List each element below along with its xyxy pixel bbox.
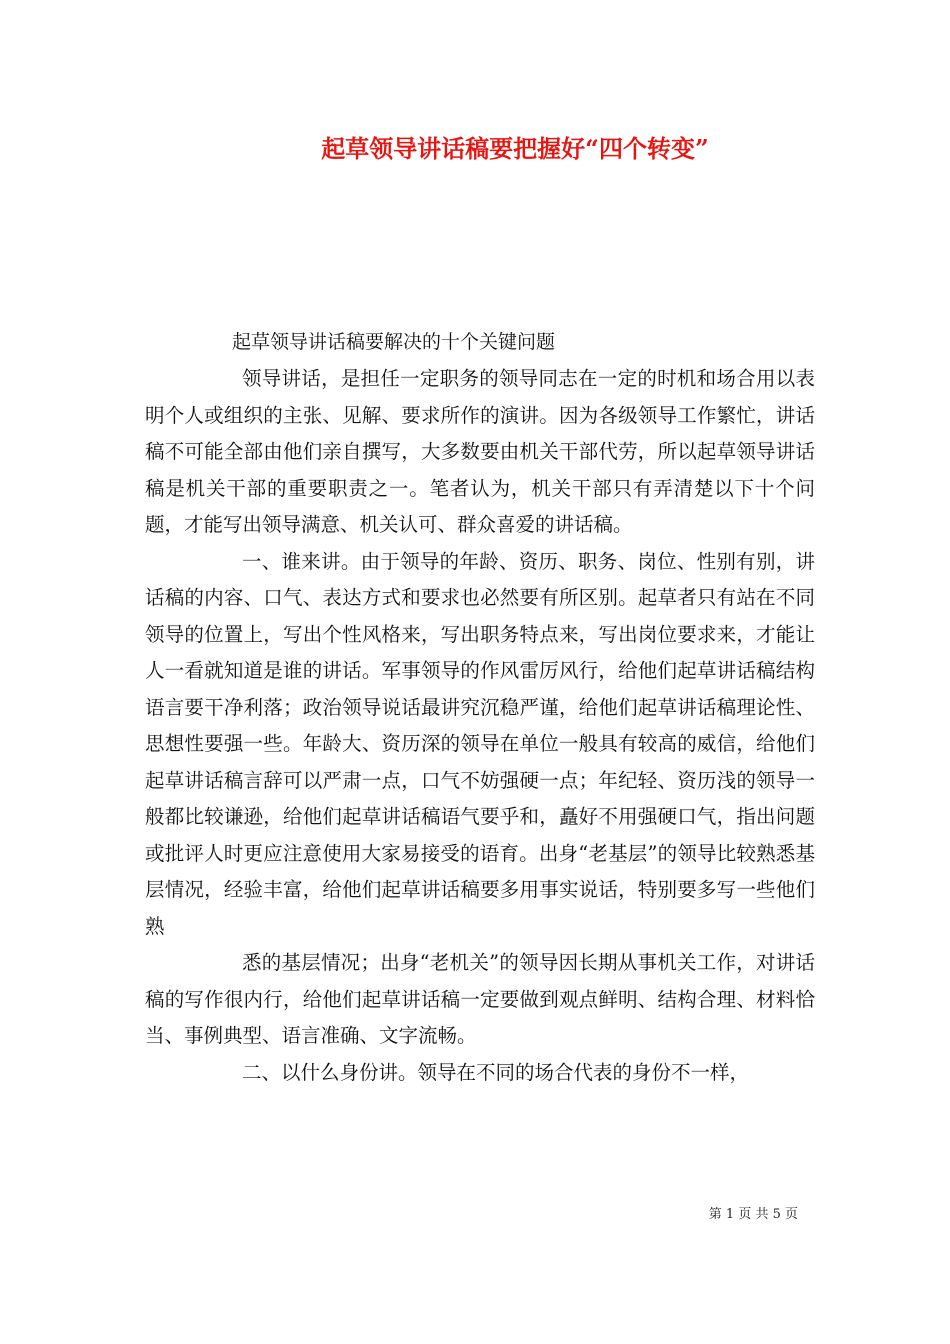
page-number-footer: 第 1 页 共 5 页 [708, 1207, 798, 1222]
document-subtitle: 起草领导讲话稿要解决的十个关键问题 [232, 331, 556, 353]
paragraph-intro: 领导讲话，是担任一定职务的领导同志在一定的时机和场合用以表明个人或组织的主张、见解、要求所作的演讲。因为各级领导工作繁忙，讲话稿不可能全部由他们亲自撰写，大多数要由机关干部代劳，所以起草领导讲话稿是机关干部的重要职责之一。笔者认为，机关干部只有弄清楚以下十个问题，才能写出领导满意、机关认可、群众喜爱的讲话稿。 [145, 367, 815, 536]
paragraph-who-speaks: 一、谁来讲。由于领导的年龄、资历、职务、岗位、性别有别，讲话稿的内容、口气、表达方式和要求也必然要有所区别。起草者只有站在不同领导的位置上，写出个性风格来，写出职务特点来，写出岗位要求来，才能让人一看就知道是谁的讲话。军事领导的作风雷厉风行，给他们起草讲话稿结构语言要干净利落；政治领导说话最讲究沉稳严谨，给他们起草讲话稿理论性、思想性要强一些。年龄大、资历深的领导在单位一般具有较高的威信，给他们起草讲话稿言辞可以严肃一点，口气不妨强硬一点；年纪轻、资历浅的领导一般都比较谦逊，给他们起草讲话稿语气要乎和，矗好不用强硬口气，指出问题或批评人时更应注意使用大家易接受的语育。出身“老基层”的领导比较熟悉基层情况，经验丰富，给他们起草讲话稿要多用事实说话，特别要多写一些他们熟 [145, 549, 815, 938]
paragraph-continuation: 悉的基层情况；出身“老机关”的领导因长期从事机关工作，对讲话稿的写作很内行，给他们起草讲话稿一定要做到观点鲜明、结构合理、材料恰当、事例典型、语言准确、文字流畅。 [145, 951, 815, 1047]
document-title: 起草领导讲话稿要把握好“四个转变” [321, 134, 709, 163]
paragraph-identity: 二、以什么身份讲。领导在不同的场合代表的身份不一样， [242, 1060, 750, 1084]
document-body [145, 361, 815, 1091]
